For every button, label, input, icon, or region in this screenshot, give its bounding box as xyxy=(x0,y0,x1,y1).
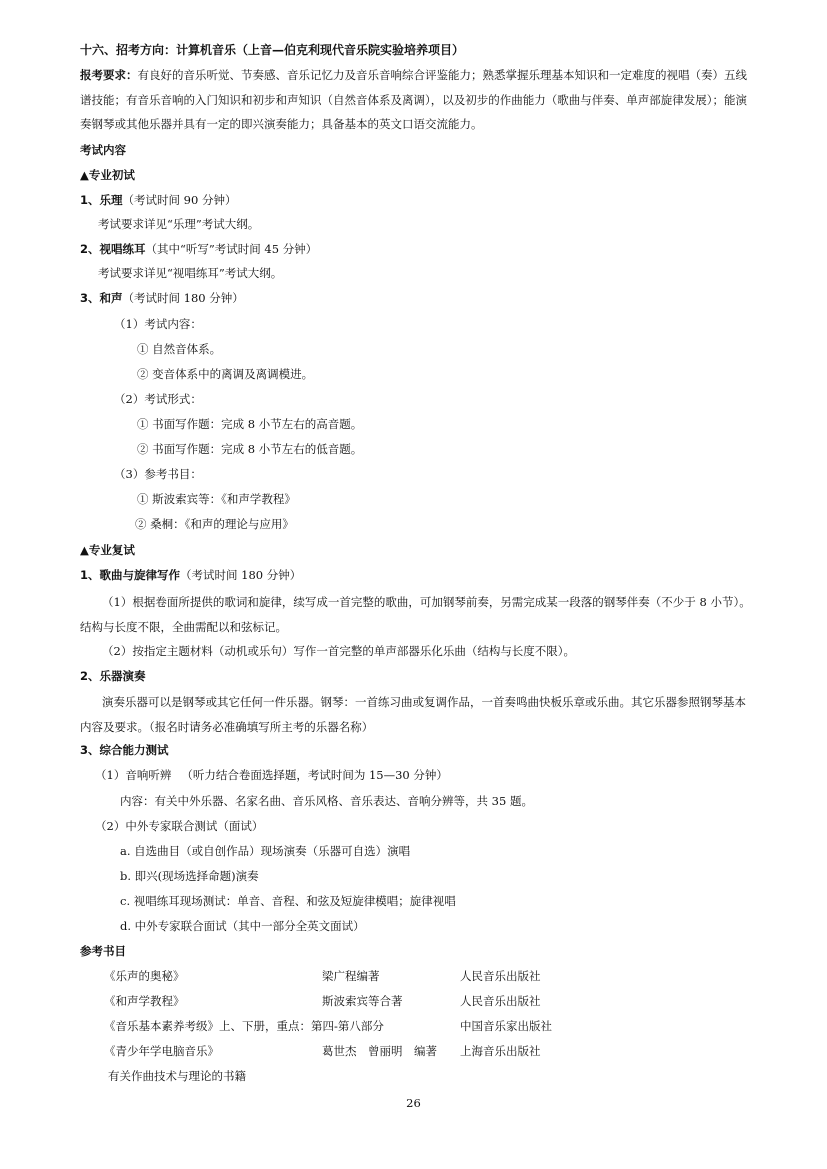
reference-publisher: 人民音乐出版社 xyxy=(460,994,541,1008)
harmony-item xyxy=(80,290,244,306)
song-writing-item xyxy=(80,567,301,583)
sight-singing-item xyxy=(80,241,317,257)
music-theory-note: （考试时间 90 分钟） xyxy=(122,193,237,207)
song-writing-item2: （2）按指定主题材料（动机或乐句）写作一首完整的单声部器乐化乐曲（结构与长度不限）。 xyxy=(102,644,576,658)
harmony-book-item: ① 斯波索宾等：《和声学教程》 xyxy=(137,492,296,506)
reference-title: 《乐声的奥秘》 xyxy=(104,969,185,983)
interview-item: d. 中外专家联合面试（其中一部分全英文面试） xyxy=(120,919,365,933)
listening-item xyxy=(95,767,448,783)
sight-singing-title: 2、视唱练耳 xyxy=(80,242,146,256)
harmony-content-label: （1）考试内容： xyxy=(114,317,202,331)
harmony-form-item: ② 书面写作题：完成 8 小节左右的低音题。 xyxy=(137,442,363,456)
references-heading: 参考书目 xyxy=(80,944,126,958)
harmony-title: 3、和声 xyxy=(80,291,123,305)
reference-title: 《音乐基本素养考级》上、下册，重点：第四-第八部分 xyxy=(104,1019,384,1033)
harmony-books-label: （3）参考书目： xyxy=(114,467,202,481)
instrument-title: 2、乐器演奏 xyxy=(80,669,146,683)
sight-singing-note: （其中“听写”考试时间 45 分钟） xyxy=(145,242,318,256)
interview-item: b. 即兴(现场选择命题)演奏 xyxy=(120,869,259,883)
interview-item: c. 视唱练耳现场测试：单音、音程、和弦及短旋律模唱；旋律视唱 xyxy=(120,894,456,908)
reference-publisher: 人民音乐出版社 xyxy=(460,969,541,983)
listening-note: （听力结合卷面选择题，考试时间为 15—30 分钟） xyxy=(181,768,448,782)
interview-label: （2）中外专家联合测试（面试） xyxy=(95,819,264,833)
harmony-form-item: ① 书面写作题：完成 8 小节左右的高音题。 xyxy=(137,417,363,431)
music-theory-detail: 考试要求详见“乐理”考试大纲。 xyxy=(98,217,260,231)
harmony-book-item: ② 桑桐：《和声的理论与应用》 xyxy=(135,517,294,531)
section-title: 十六、招考方向：计算机音乐（上音—伯克利现代音乐院实验培养项目） xyxy=(80,43,465,57)
reference-extra: 有关作曲技术与理论的书籍 xyxy=(108,1069,246,1083)
harmony-note: （考试时间 180 分钟） xyxy=(122,291,244,305)
page-number: 26 xyxy=(406,1096,421,1110)
reference-title: 《和声学教程》 xyxy=(104,994,185,1008)
harmony-content-item: ① 自然音体系。 xyxy=(137,342,222,356)
harmony-content-item: ② 变音体系中的离调及离调模进。 xyxy=(137,367,314,381)
requirements-text: 有良好的音乐听觉、节奏感、音乐记忆力及音乐音响综合评鉴能力；熟悉掌握乐理基本知识和一定难度的视唱（奏）五线谱技能；有音乐音响的入门知识和初步和声知识（自然音体系及离调），以及初步的作曲能力（歌曲与伴奏、单声部旋律发展）；能演奏钢琴或其他乐器并具有一定的即兴演奏能力；具备基本的英文口语交流能力。 xyxy=(80,68,747,131)
reference-title: 《青少年学电脑音乐》 xyxy=(104,1044,219,1058)
reference-publisher: 中国音乐家出版社 xyxy=(460,1019,552,1033)
song-writing-item1: （1）根据卷面所提供的歌词和旋律，续写成一首完整的歌曲，可加钢琴前奏，另需完成某一段落的钢琴伴奏（不少于 8 小节）。结构与长度不限，全曲需配以和弦标记。 xyxy=(80,595,751,634)
reference-publisher: 上海音乐出版社 xyxy=(460,1044,541,1058)
reference-author: 梁广程编著 xyxy=(322,969,380,983)
retest-heading: ▲专业复试 xyxy=(80,543,135,557)
instrument-text: 演奏乐器可以是钢琴或其它任何一件乐器。钢琴：一首练习曲或复调作品，一首奏鸣曲快板乐章或乐曲。其它乐器参照钢琴基本内容及要求。（报名时请务必准确填写所主考的乐器名称） xyxy=(80,695,746,734)
music-theory-item xyxy=(80,192,236,208)
music-theory-title: 1、乐理 xyxy=(80,193,123,207)
reference-author: 葛世杰 曾丽明 编著 xyxy=(322,1044,437,1058)
reference-author: 斯波索宾等合著 xyxy=(322,994,403,1008)
requirements-label: 报考要求： xyxy=(80,68,138,82)
listening-detail: 内容：有关中外乐器、名家名曲、音乐风格、音乐表达、音响分辨等，共 35 题。 xyxy=(120,794,533,808)
song-writing-note: （考试时间 180 分钟） xyxy=(180,568,302,582)
requirements-paragraph xyxy=(80,63,752,137)
prelim-heading: ▲专业初试 xyxy=(80,168,135,182)
sight-singing-detail: 考试要求详见“视唱练耳”考试大纲。 xyxy=(98,266,283,280)
song-writing-title: 1、歌曲与旋律写作 xyxy=(80,568,181,582)
harmony-form-label: （2）考试形式： xyxy=(114,392,202,406)
comprehensive-title: 3、综合能力测试 xyxy=(80,743,169,757)
interview-item: a. 自选曲目（或自创作品）现场演奏（乐器可自选）演唱 xyxy=(120,844,411,858)
exam-content-heading: 考试内容 xyxy=(80,143,126,157)
listening-label: （1）音响听辨 xyxy=(95,768,172,782)
